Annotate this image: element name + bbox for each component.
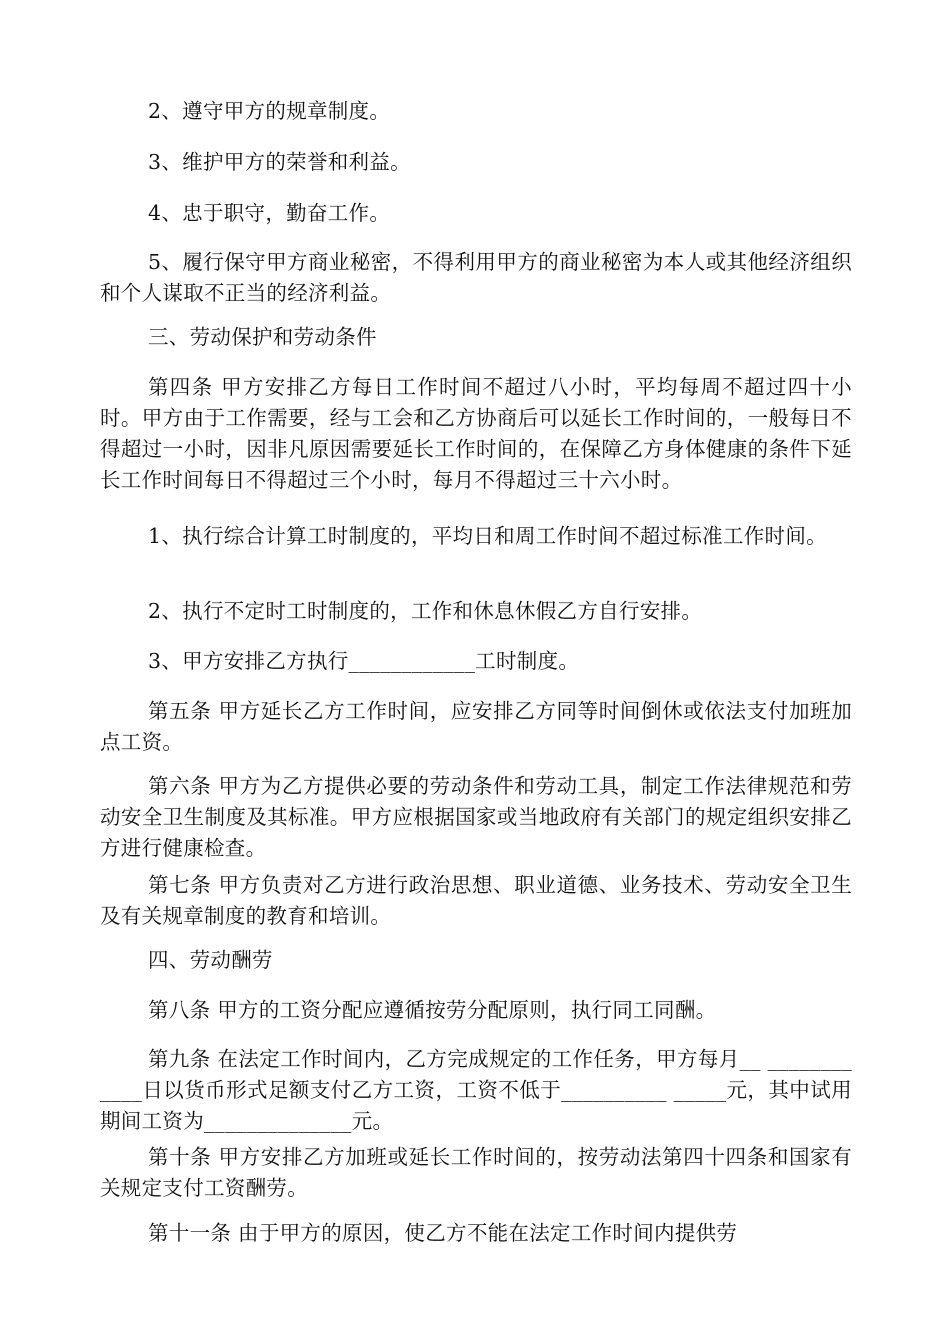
article-8-equal-pay: 第八条 甲方的工资分配应遵循按劳分配原则，执行同工同酬。 [148, 998, 717, 1022]
article-4-working-hours: 第四条 甲方安排乙方每日工作时间不超过八小时，平均每周不超过四十小时。甲方由于工作需要，经与工会和乙方协商后可以延长工作时间的，一般每日不得超过一小时，因非凡原因需要延长工作时间的，在保障乙方身体健康的条件下延长工作时间每日不得超过三个小时，每月不得超过三十六小时。 [100, 375, 852, 492]
item-2-flexible-hours: 2、执行不定时工时制度的，工作和休息休假乙方自行安排。 [148, 599, 703, 623]
item-3-hours-system-blank: 3、甲方安排乙方执行____________工时制度。 [148, 649, 580, 673]
article-7-training: 第七条 甲方负责对乙方进行政治思想、职业道德、业务技术、劳动安全卫生及有关规章制度的教育和培训。 [100, 873, 852, 928]
article-11-employer-cause: 第十一条 由于甲方的原因，使乙方不能在法定工作时间内提供劳 [148, 1221, 738, 1245]
clause-4-loyalty: 4、忠于职守，勤奋工作。 [148, 201, 391, 225]
clause-2-obey-rules: 2、遵守甲方的规章制度。 [148, 99, 391, 123]
article-10-overtime-wages: 第十条 甲方安排乙方加班或延长工作时间的，按劳动法第四十四条和国家有关规定支付工资酬劳。 [100, 1145, 852, 1200]
item-1-comprehensive-hours: 1、执行综合计算工时制度的，平均日和周工作时间不超过标准工作时间。 [148, 524, 827, 548]
section-heading-labor-protection: 三、劳动保护和劳动条件 [148, 325, 377, 349]
clause-3-protect-reputation: 3、维护甲方的荣誉和利益。 [148, 150, 411, 174]
article-6-working-conditions: 第六条 甲方为乙方提供必要的劳动条件和劳动工具，制定工作法律规范和劳动安全卫生制度及其标准。甲方应根据国家或当地政府有关部门的规定组织安排乙方进行健康检查。 [100, 774, 852, 860]
section-heading-remuneration: 四、劳动酬劳 [148, 948, 273, 972]
article-9-wage-payment: 第九条 在法定工作时间内，乙方完成规定的工作任务，甲方每月__ ____________日以货币形式足额支付乙方工资，工资不低于__________ _____元，其中试用期间工资为______________元。 [100, 1047, 852, 1133]
article-5-overtime-pay: 第五条 甲方延长乙方工作时间，应安排乙方同等时间倒休或依法支付加班加点工资。 [100, 699, 852, 754]
clause-5-trade-secrets: 5、履行保守甲方商业秘密，不得利用甲方的商业秘密为本人或其他经济组织和个人谋取不正当的经济利益。 [100, 250, 852, 305]
